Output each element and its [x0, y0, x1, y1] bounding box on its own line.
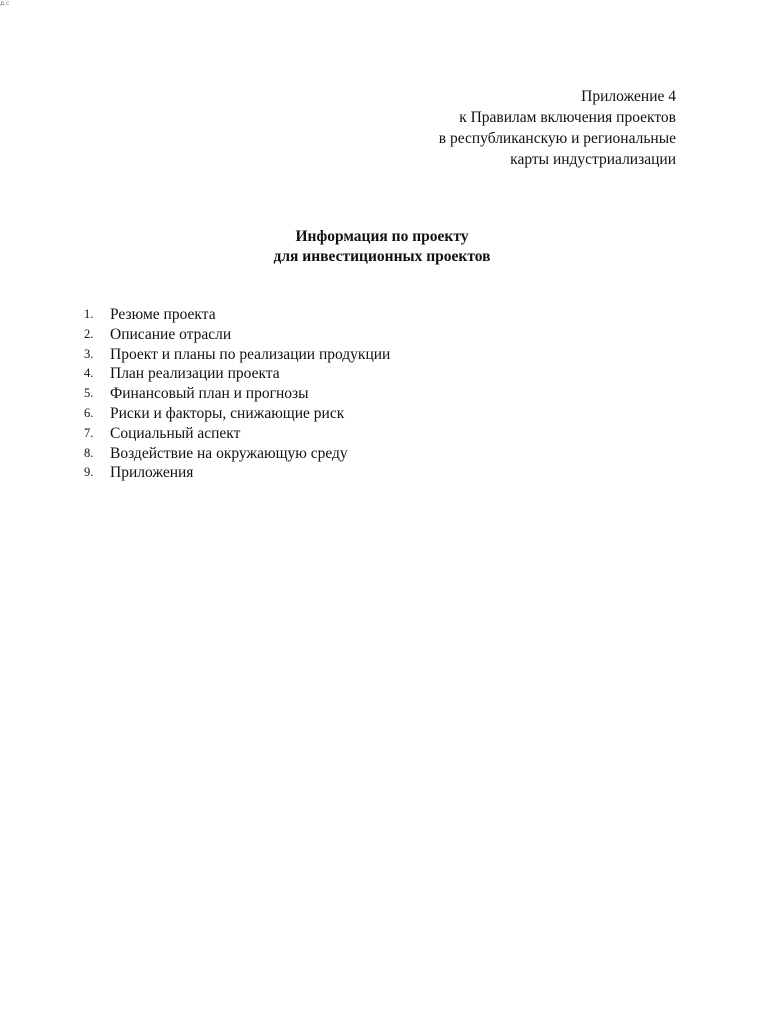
- corner-mark: д.с: [0, 0, 10, 7]
- list-item: [84, 325, 390, 345]
- item-label: План реализации проекта: [110, 365, 280, 383]
- item-number: 9.: [84, 465, 94, 480]
- list-item: [84, 384, 390, 404]
- item-number: 6.: [84, 405, 94, 420]
- item-label: Резюме проекта: [110, 306, 216, 323]
- item-label: Финансовый план и прогнозы: [110, 385, 309, 403]
- list-item: [84, 404, 390, 424]
- item-number: 4.: [84, 366, 94, 381]
- appendix-line-rules: к Правилам включения проектов: [459, 109, 676, 126]
- title-line-1: Информация по проекту: [295, 228, 469, 245]
- item-number: 2.: [84, 326, 94, 341]
- title-line-2: для инвестиционных проектов: [273, 248, 491, 265]
- appendix-number: Приложение 4: [581, 88, 676, 105]
- appendix-line-industrialization: карты индустриализации: [510, 151, 676, 168]
- list-item: [84, 364, 390, 384]
- item-label: Проект и планы по реализации продукции: [110, 345, 391, 363]
- item-number: 7.: [84, 425, 94, 440]
- list-item: [84, 305, 390, 325]
- list-item: [84, 345, 390, 365]
- contents-list: [84, 305, 390, 483]
- document-title: [0, 227, 764, 267]
- item-label: Риски и факторы, снижающие риск: [110, 404, 345, 422]
- item-number: 3.: [84, 346, 94, 361]
- item-label: Приложения: [110, 464, 194, 482]
- item-label: Воздействие на окружающую среду: [110, 444, 348, 462]
- list-item: [84, 463, 390, 483]
- item-label: Социальный аспект: [110, 424, 241, 442]
- list-item: [84, 424, 390, 444]
- item-number: 5.: [84, 386, 94, 401]
- item-label: Описание отрасли: [110, 325, 232, 343]
- item-number: 1.: [84, 307, 94, 321]
- appendix-block: [439, 86, 676, 170]
- item-number: 8.: [84, 445, 94, 460]
- appendix-line-maps: в республиканскую и региональные: [438, 130, 676, 147]
- list-item: [84, 444, 390, 464]
